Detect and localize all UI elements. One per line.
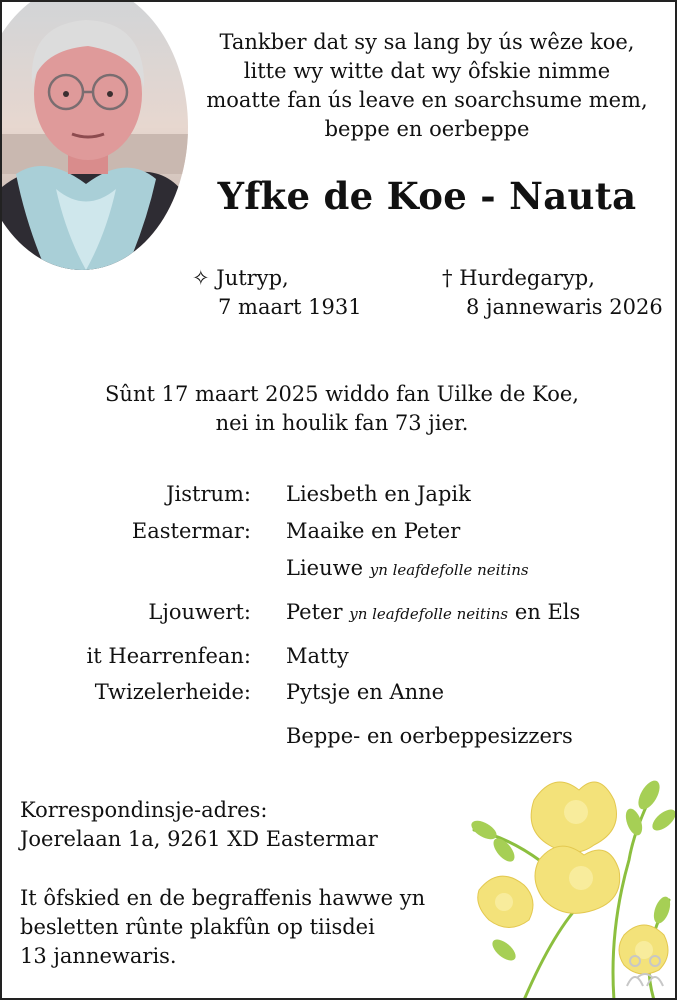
family-place: Ljouwert:	[148, 600, 251, 624]
widow-statement	[42, 380, 642, 438]
family-row	[2, 519, 677, 556]
poem	[192, 28, 662, 144]
family-names: Beppe- en oerbeppesizzers	[286, 724, 573, 748]
birth-info	[192, 264, 362, 322]
family-names	[286, 556, 529, 580]
poem-line: moatte fan ús leave en soarchsume mem,	[206, 88, 648, 112]
funeral-line: besletten rûnte plakfûn op tiisdei	[20, 915, 375, 939]
widow-line: nei in houlik fan 73 jier.	[215, 411, 469, 435]
death-info	[442, 264, 663, 322]
family-name: Peter	[286, 600, 343, 624]
funeral-notice	[20, 884, 425, 971]
remembrance-note: yn leafdefolle neitins	[349, 605, 509, 623]
funeral-line: It ôfskied en de begraffenis hawwe yn	[20, 886, 426, 910]
family-names: Maaike en Peter	[286, 519, 461, 543]
remembrance-note: yn leafdefolle neitins	[369, 561, 529, 579]
family-list	[2, 482, 677, 760]
family-place: Jistrum:	[166, 482, 251, 506]
family-place: Twizelerheide:	[94, 680, 251, 704]
birth-date: 7 maart 1931	[218, 295, 362, 319]
correspondence-address	[20, 796, 378, 854]
funeral-line: 13 jannewaris.	[20, 944, 177, 968]
family-row	[2, 600, 677, 644]
address-street: Joerelaan 1a, 9261 XD Eastermar	[20, 827, 378, 851]
address-label: Korrespondinsje-adres:	[20, 798, 268, 822]
poem-line: beppe en oerbeppe	[324, 117, 530, 141]
poem-line: Tankber dat sy sa lang by ús wêze koe,	[219, 30, 635, 54]
family-row	[2, 556, 677, 600]
portrait-photo	[0, 0, 188, 270]
family-row	[2, 644, 677, 680]
family-row	[2, 482, 677, 519]
family-names: Pytsje en Anne	[286, 680, 445, 704]
family-place: Eastermar:	[131, 519, 251, 543]
death-cross-icon: †	[442, 266, 453, 290]
widow-line: Sûnt 17 maart 2025 widdo fan Uilke de Koe,	[105, 382, 579, 406]
deceased-name: Yfke de Koe - Nauta	[217, 174, 637, 218]
poem-line: litte wy witte dat wy ôfskie nimme	[243, 59, 611, 83]
birth-place: Jutryp,	[216, 266, 289, 290]
death-date: 8 jannewaris 2026	[466, 295, 663, 319]
death-place: Hurdegaryp,	[459, 266, 595, 290]
family-names	[286, 600, 580, 624]
family-place: it Hearrenfean:	[86, 644, 251, 668]
birth-star-icon: ✧	[192, 266, 210, 290]
mourning-logo-icon	[623, 952, 667, 990]
family-names: Matty	[286, 644, 349, 668]
family-row	[2, 680, 677, 724]
family-name-after: en Els	[514, 600, 581, 624]
family-names: Liesbeth en Japik	[286, 482, 471, 506]
family-name: Lieuwe	[286, 556, 364, 580]
